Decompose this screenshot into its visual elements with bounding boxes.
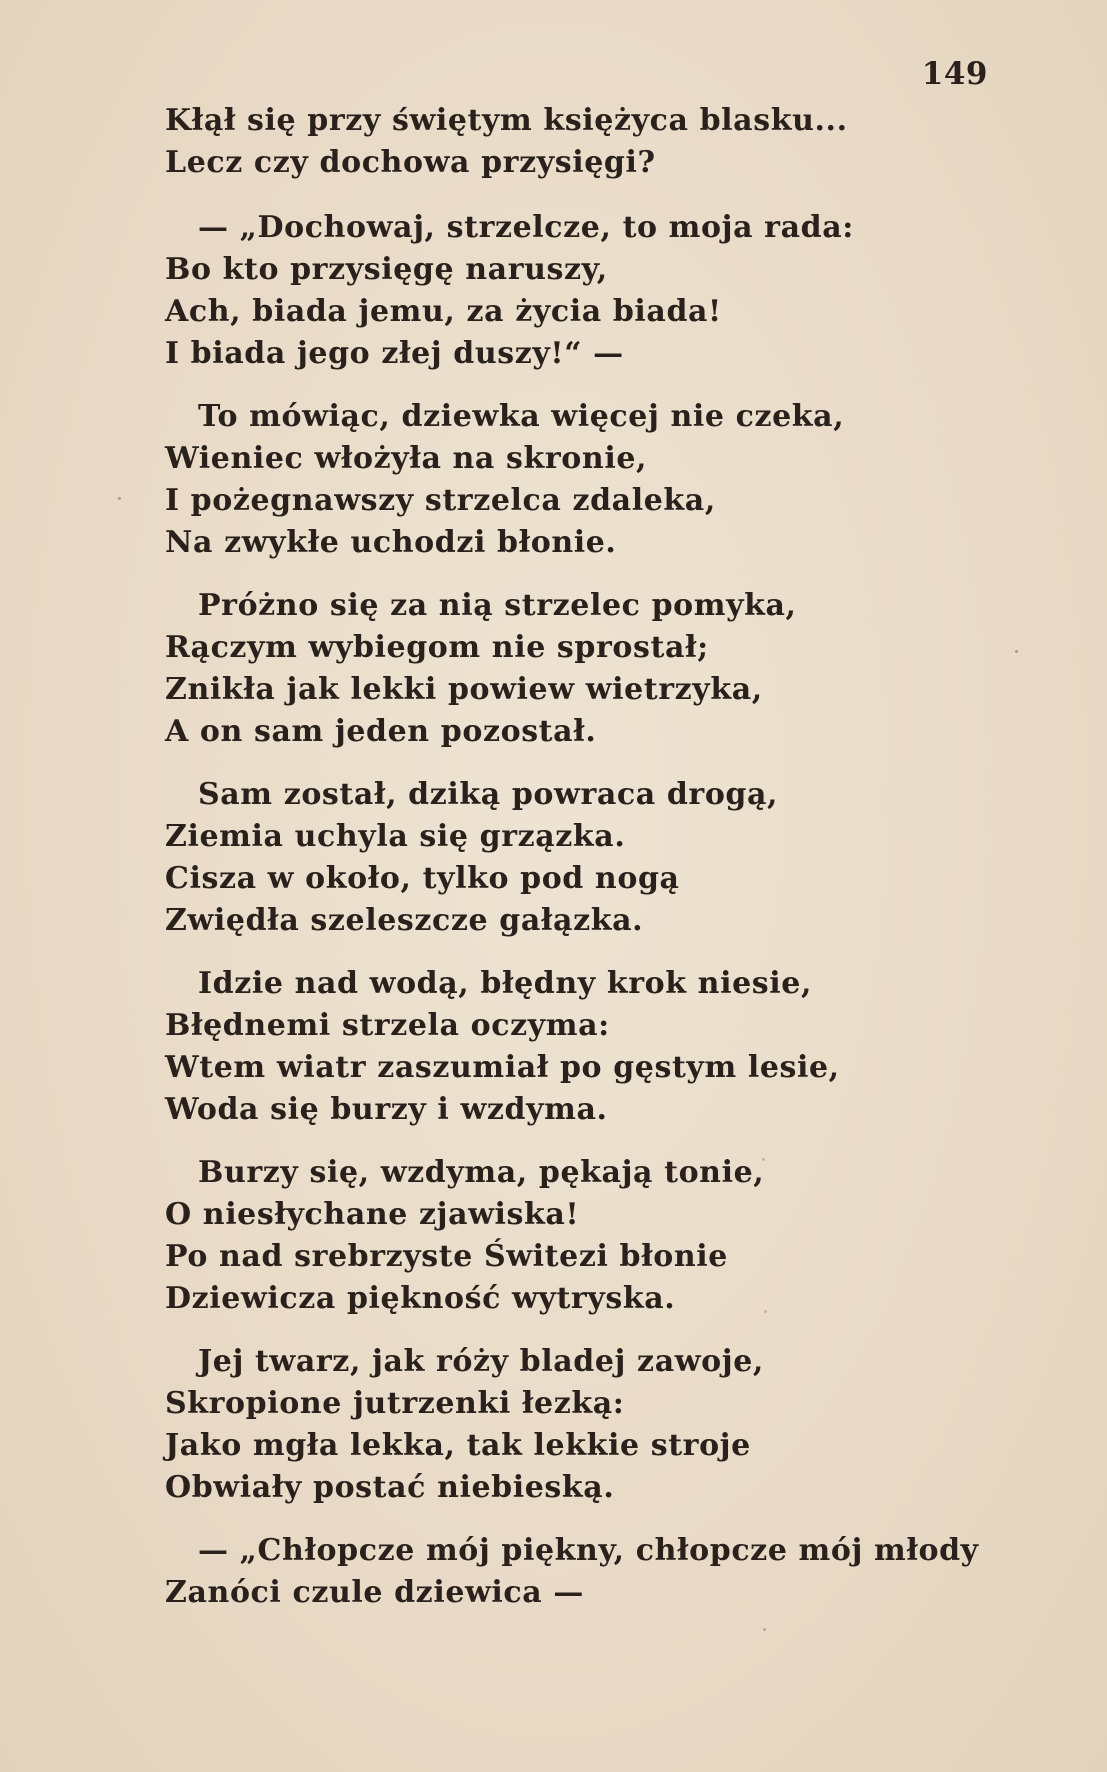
stanza xyxy=(165,585,1025,753)
stanza xyxy=(165,963,1025,1131)
paper-speck xyxy=(1015,650,1018,653)
verse-line: I biada jego złej duszy!“ — xyxy=(165,336,624,371)
verse-line: Po nad srebrzyste Świtezi błonie xyxy=(165,1239,728,1274)
paper-speck xyxy=(764,1310,767,1313)
stanza xyxy=(165,774,1025,942)
stanza xyxy=(165,207,1025,375)
verse-line: Bo kto przysięgę naruszy, xyxy=(165,252,608,287)
verse-line: — „Dochowaj, strzelcze, to moja rada: xyxy=(198,210,854,245)
poem-text xyxy=(165,100,1025,1614)
stanza-gap xyxy=(165,564,1025,585)
verse-line: Ach, biada jemu, za życia biada! xyxy=(165,294,722,329)
stanza xyxy=(165,1341,1025,1509)
verse-line: Kłął się przy świętym księżyca blasku... xyxy=(165,103,848,138)
verse-line: Rączym wybiegom nie sprostał; xyxy=(165,630,709,665)
stanza xyxy=(165,1530,1025,1614)
verse-line: Burzy się, wzdyma, pękają tonie, xyxy=(198,1155,765,1190)
stanza-gap xyxy=(165,942,1025,963)
paper-speck xyxy=(763,1628,766,1631)
verse-line: Dziewicza piękność wytryska. xyxy=(165,1281,676,1316)
verse-line: Jako mgła lekka, tak lekkie stroje xyxy=(165,1428,751,1463)
stanza-gap xyxy=(165,375,1025,396)
page-number: 149 xyxy=(921,56,988,92)
verse-line: — „Chłopcze mój piękny, chłopcze mój młody xyxy=(198,1533,979,1568)
verse-line: Idzie nad wodą, błędny krok niesie, xyxy=(198,966,812,1001)
verse-line: Jej twarz, jak róży bladej zawoje, xyxy=(198,1344,764,1379)
verse-line: Znikła jak lekki powiew wietrzyka, xyxy=(165,672,763,707)
stanza-gap xyxy=(165,753,1025,774)
verse-line: I pożegnawszy strzelca zdaleka, xyxy=(165,483,716,518)
verse-line: Sam został, dziką powraca drogą, xyxy=(198,777,779,812)
verse-line: Cisza w około, tylko pod nogą xyxy=(165,861,680,896)
verse-line: Próżno się za nią strzelec pomyka, xyxy=(198,588,797,623)
stanza-gap xyxy=(165,184,1025,207)
verse-line: Woda się burzy i wzdyma. xyxy=(165,1092,608,1127)
verse-line: Ziemia uchyla się grzązka. xyxy=(165,819,626,854)
verse-line: A on sam jeden pozostał. xyxy=(165,714,597,749)
paper-speck xyxy=(762,1158,765,1161)
stanza-gap xyxy=(165,1320,1025,1341)
verse-line: Błędnemi strzela oczyma: xyxy=(165,1008,610,1043)
verse-line: Skropione jutrzenki łezką: xyxy=(165,1386,625,1421)
verse-line: Wieniec włożyła na skronie, xyxy=(165,441,648,476)
stanza xyxy=(165,1152,1025,1320)
verse-line: O niesłychane zjawiska! xyxy=(165,1197,580,1232)
stanza-gap xyxy=(165,1509,1025,1530)
verse-line: To mówiąc, dziewka więcej nie czeka, xyxy=(198,399,845,434)
verse-line: Lecz czy dochowa przysięgi? xyxy=(165,145,656,180)
stanza xyxy=(165,396,1025,564)
stanza-gap xyxy=(165,1131,1025,1152)
verse-line: Zanóci czule dziewica — xyxy=(165,1575,584,1610)
verse-line: Zwiędła szeleszcze gałązka. xyxy=(165,903,644,938)
verse-line: Obwiały postać niebieską. xyxy=(165,1470,615,1505)
paper-speck xyxy=(118,497,121,500)
stanza xyxy=(165,100,1025,184)
verse-line: Na zwykłe uchodzi błonie. xyxy=(165,525,617,560)
verse-line: Wtem wiatr zaszumiał po gęstym lesie, xyxy=(165,1050,840,1085)
